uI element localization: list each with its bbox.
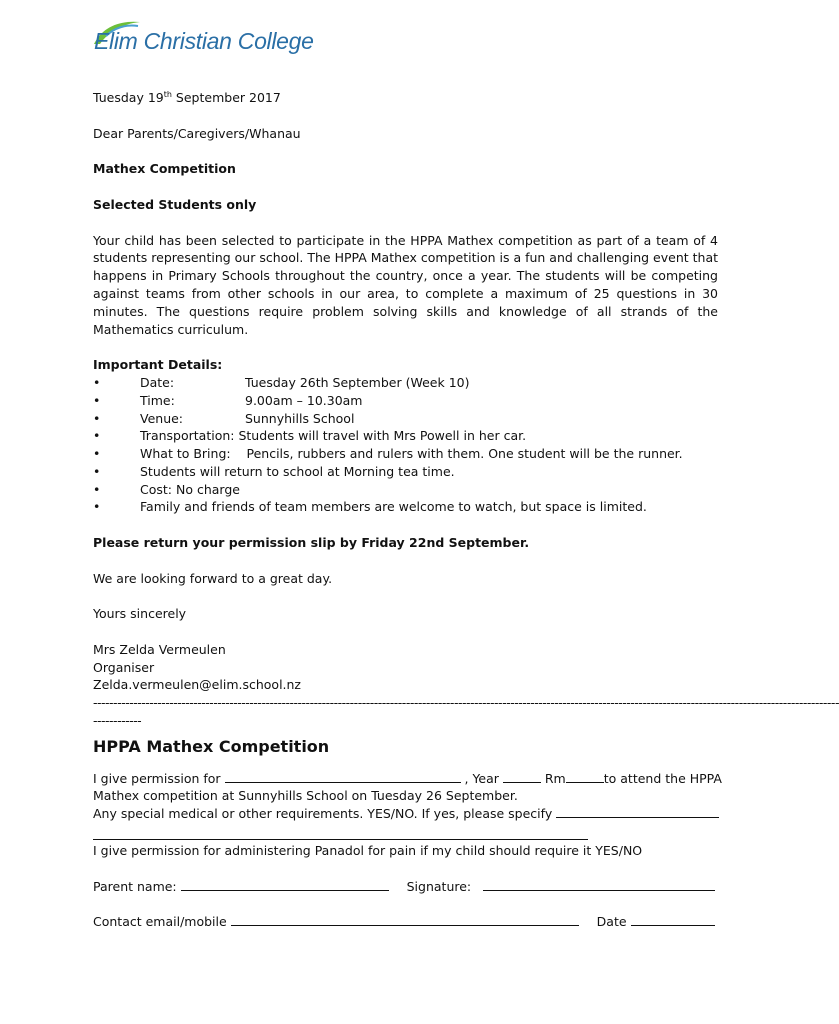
room-field[interactable] (566, 770, 604, 783)
letter-date: Tuesday 19th September 2017 (93, 90, 281, 106)
letter-subheading: Selected Students only (93, 196, 257, 212)
contact-field[interactable] (231, 913, 579, 926)
signer-name: Mrs Zelda Vermeulen (93, 641, 226, 657)
signer-email: Zelda.vermeulen@elim.school.nz (93, 677, 301, 693)
letter-paragraph: Your child has been selected to participate in the HPPA Mathex competition as part of a team of 4 students representing our school. The HPPA Mathex competition is a fun and challenging event that happens in Primary Schools throughout the country, once a year. The students will be competing against teams from other schools in our area, to complete a maximum of 25 questions in 30 minutes. The questions require problem solving skills and knowledge of all strands of the Mathematics curriculum. (93, 232, 719, 337)
letter-heading: Mathex Competition (93, 161, 236, 177)
medical-row: Any special medical or other requirements. YES/NO. If yes, please specify (93, 805, 718, 823)
cut-line-end: ------------ (93, 713, 142, 729)
contact-row: Contact email/mobile Date (93, 913, 718, 931)
date-field[interactable] (631, 913, 715, 926)
medical-field[interactable] (556, 805, 719, 818)
list-item: • Time: 9.00am – 10.30am (93, 392, 363, 408)
permission-row: I give permission for , Year Rm to attend the HPPA (93, 770, 722, 786)
medical-field-continued[interactable] (93, 823, 588, 840)
form-title: HPPA Mathex Competition (93, 736, 330, 756)
student-name-field[interactable] (225, 770, 461, 783)
list-item: • Cost: No charge (93, 481, 240, 497)
logo-text: Elim Christian College (94, 28, 314, 54)
letter-body (93, 86, 839, 931)
list-item: • Date: Tuesday 26th September (Week 10) (93, 374, 470, 390)
parent-row: Parent name: Signature: (93, 878, 718, 896)
list-item: • What to Bring: Pencils, rubbers and rulers with them. One student will be the runner. (93, 446, 683, 462)
cut-line: ------------------------------------------------------------------------------------------------------------------------------------------------------------------------------------------ (93, 695, 839, 711)
parent-name-field[interactable] (181, 878, 389, 891)
closing-line: We are looking forward to a great day. (93, 570, 333, 586)
list-item: • Venue: Sunnyhills School (93, 410, 355, 426)
signer-role: Organiser (93, 659, 155, 675)
list-item: • Students will return to school at Morning tea time. (93, 463, 455, 479)
panadol-consent: I give permission for administering Panadol for pain if my child should require it YES/NO (93, 843, 643, 859)
salutation: Dear Parents/Caregivers/Whanau (93, 125, 301, 141)
list-item: • Transportation: Students will travel with Mrs Powell in her car. (93, 428, 527, 444)
list-item: • Family and friends of team members are welcome to watch, but space is limited. (93, 499, 647, 515)
sign-off: Yours sincerely (93, 606, 187, 622)
details-list (93, 374, 718, 516)
details-heading: Important Details: (93, 357, 223, 373)
school-logo (88, 18, 328, 62)
permission-line-2: Mathex competition at Sunnyhills School on Tuesday 26 September. (93, 788, 518, 804)
signature-field[interactable] (483, 878, 715, 891)
return-note: Please return your permission slip by Friday 22nd September. (93, 535, 530, 551)
year-field[interactable] (503, 770, 541, 783)
